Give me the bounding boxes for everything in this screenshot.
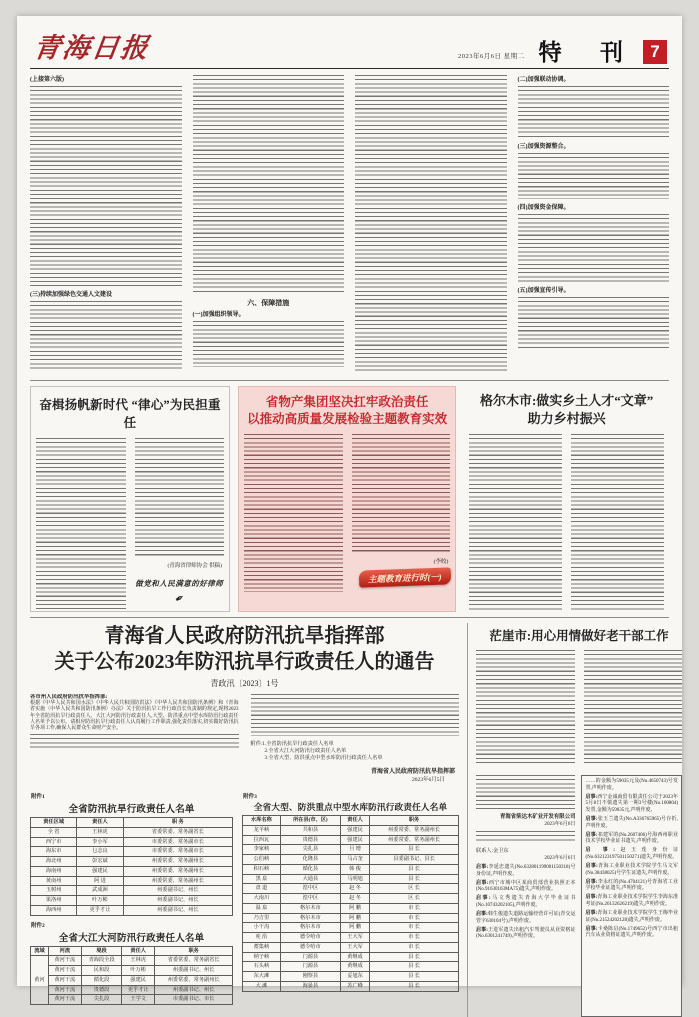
table-cell: 门源县 [280, 952, 340, 962]
reservoirs-table [242, 815, 459, 992]
table-title: 全省大型、防洪重点中型水库防汛行政责任人名单 [253, 802, 448, 812]
page-number-badge: 7 [643, 40, 667, 64]
edition-title: 特 刊 [538, 39, 639, 65]
table-row [31, 896, 233, 906]
column-header: 职 务 [123, 818, 233, 828]
classified-notice: 启事:李延忠遗失(No.632801199001150318)号身份证,声明作废。 [476, 865, 576, 877]
table-cell: 王学文 [122, 995, 155, 1005]
table-cell: 阿 鹏 [341, 913, 370, 923]
classified-notice: 启事:李永红的(No.4704121)号青海省工业学校毕业证遗失,声明作废。 [585, 879, 678, 892]
table-cell: 德令哈市 [280, 933, 340, 943]
tables-right-stack [242, 790, 459, 1005]
table-cell: 强建民 [341, 835, 370, 845]
table-cell: 赵 冬 [341, 894, 370, 904]
table-cell: 州委副书记、州长 [155, 966, 233, 976]
table-cell: 黄河干流 [48, 956, 81, 966]
table-row [243, 923, 459, 933]
table-cell: 王林虎 [122, 956, 155, 966]
notice-lead: 启事: [585, 911, 598, 917]
table-row [243, 825, 459, 835]
table-cell: 哇 沿 [243, 933, 281, 943]
page-header [30, 24, 669, 66]
column-header: 堤段 [81, 946, 121, 956]
table-cell: 海南州 [31, 866, 77, 876]
document-number: 青政汛〔2023〕1号 [210, 679, 279, 688]
article-column [476, 650, 575, 771]
section-heading: (三)持续加强绿色交通人文建设 [30, 292, 112, 298]
table-cell: 赵 冬 [341, 884, 370, 894]
attachment-tables [30, 790, 459, 1005]
notice-lead: 启事: [476, 896, 491, 902]
table-cell: 市委常委、常务副市长 [123, 837, 233, 847]
table-cell: 州委副书记、州长 [123, 886, 233, 896]
table-row [243, 855, 459, 865]
greeked-text [476, 775, 575, 809]
section-divider [30, 380, 669, 381]
table-row [243, 962, 459, 972]
table-cell: 县 长 [370, 972, 459, 982]
table-cell: 叶万彬 [122, 966, 155, 976]
table-cell: 叶万彬 [77, 896, 123, 906]
classified-notice: 启 事:赵玉莲身份证(No.632123197501150271)遗失,声明作废。 [585, 848, 678, 860]
table-row [31, 827, 233, 837]
table-cell: 州委常委、常务副州长 [123, 857, 233, 867]
table-cell: 县 长 [370, 845, 459, 855]
article-column [135, 438, 225, 612]
table-cell: 拉西瓦 [243, 835, 281, 845]
article-title: 奋楫扬帆新时代 “律心”为民担重任 [39, 398, 221, 430]
contact-date: 2023年6月6日 [544, 855, 576, 861]
rivers-table [30, 946, 233, 1006]
table-cell: 州委常委、常务副州长 [370, 835, 459, 845]
classified-notice: 启事:卡桑陈启(No.1749652)号西宁市出租汽车从业资格证遗失,声明作废。 [585, 926, 678, 939]
title-line-1: 省物产集团坚决扛牢政治责任 [265, 395, 429, 409]
table-cell: 县 长 [370, 874, 459, 884]
table-cell: 共和县 [280, 825, 340, 835]
greeked-text [518, 297, 670, 349]
greeked-text [571, 434, 664, 612]
article-golmud [464, 386, 669, 612]
section-title: 六、保障措施 [247, 299, 290, 307]
table-cell: 海北州 [31, 857, 77, 867]
contact-line: 联系人:金卫东 [476, 848, 509, 854]
table-row [31, 956, 233, 966]
table-cell: 德令哈市 [280, 942, 340, 952]
notice-lead: 启事: [585, 864, 598, 870]
table-cell: 武成洲 [77, 886, 123, 896]
classified-notice: 启事:张玉兰遗失(No.A336765965)号存折,声明作废。 [585, 816, 678, 829]
table-row [31, 966, 233, 976]
continuation-note: (上接第六版) [30, 77, 64, 83]
greeked-text [30, 301, 182, 369]
table-cell: 强建民 [122, 975, 155, 985]
table-cell: 黑 泉 [243, 874, 281, 884]
table-cell: 马明旭 [341, 874, 370, 884]
section-heading: (三)加强资源整合。 [517, 144, 570, 150]
table-cell: 马占奎 [341, 855, 370, 865]
attachment-line: 2.全省大江大河防汛行政责任人名单 [264, 748, 347, 755]
greeked-text [30, 86, 182, 286]
classified-notice: 启事:韩生俊遗失道路运输经营许可证(青交运管字630104号),声明作废。 [476, 912, 576, 924]
table-cell: 格尔木市 [280, 923, 340, 933]
company-date: 2023年6月6日 [544, 821, 576, 827]
greeked-text [469, 434, 562, 612]
table-cell: 市委副书记、市长 [155, 995, 233, 1005]
byline: (李皎) [433, 558, 449, 565]
table-cell: 韩 俊 [341, 864, 370, 874]
calligraphy-slogan [135, 573, 225, 605]
issuing-authority: 青海省人民政府防汛抗旱指挥部 [370, 768, 455, 775]
responsible-persons-table [30, 817, 233, 916]
table-cell: 黄南州 [31, 876, 77, 886]
table-cell: 强建民 [77, 866, 123, 876]
notice-lead: 启事: [476, 880, 489, 886]
table-row [243, 874, 459, 884]
article-title [244, 394, 450, 428]
table-cell: 县 长 [370, 981, 459, 991]
notice-column-1 [30, 694, 239, 786]
table-cell: 大通县 [280, 874, 340, 884]
greeked-text [476, 650, 575, 766]
column-header: 责任区域 [31, 818, 77, 828]
greeked-text [352, 434, 451, 552]
greeked-text [476, 831, 575, 843]
classifieds-left-column [476, 775, 575, 1017]
top-continuation-section [30, 75, 669, 375]
table-cell: 强建民 [341, 825, 370, 835]
table-cell: 县委副书记、县长 [370, 855, 459, 865]
table-title: 全省防汛抗旱行政责任人名单 [68, 805, 195, 815]
table-row [243, 884, 459, 894]
top-column-1 [30, 75, 182, 375]
table-cell: 王大军 [341, 933, 370, 943]
classified-notice: 启事:王进军遗失出租汽车驾驶员从业资格证(No.6301241749),声明作废。 [476, 927, 576, 940]
table-cell: 市委常委、常务副市长 [123, 847, 233, 857]
table-row [243, 835, 459, 845]
table-cell: 大 滩 [243, 981, 281, 991]
attachment-label: 附件3 [243, 794, 257, 800]
table-cell: 市 长 [370, 933, 459, 943]
table-cell: 苏广峰 [341, 981, 370, 991]
table-row [243, 894, 459, 904]
table-cell: 海晏县 [280, 981, 340, 991]
table-cell: 市 长 [370, 923, 459, 933]
table-cell: 市 长 [370, 903, 459, 913]
classified-notice: 启事:青海工业职业技术学院学生马文军(No.38438025)号学生证遗失,声明作废。 [585, 864, 678, 876]
table-cell: 循化段 [81, 975, 121, 985]
table-cell: 州委副书记、州长 [155, 985, 233, 995]
greeked-text [251, 694, 460, 736]
greeked-text [36, 438, 126, 610]
table-cell: 省委常委、常务副省长 [155, 956, 233, 966]
dateline: 2023年6月6日 星期二 [457, 53, 525, 60]
notice-lead: 启事: [585, 926, 598, 932]
table-cell: 门源县 [280, 962, 340, 972]
issue-date: 2023年6月5日 [411, 776, 445, 783]
column-header: 职务 [155, 946, 233, 956]
table-row [243, 845, 459, 855]
table-row [243, 933, 459, 943]
table-cell: 州委副书记、州长 [123, 896, 233, 906]
section-heading: (五)加强宣传引导。 [517, 288, 570, 294]
table-row [31, 905, 233, 915]
table-row [243, 864, 459, 874]
title-line-1: 格尔木市:做实乡土人才“文章” [479, 393, 654, 408]
section-heading: (二)加强联动协调。 [517, 77, 570, 83]
table-cell: 县 长 [370, 864, 459, 874]
attachment-line: 附件:1.全省防汛抗旱行政责任人名单 [250, 741, 334, 747]
attachment-label: 附件2 [31, 922, 45, 929]
table-cell: 州委常委、常务副州长 [123, 866, 233, 876]
table-cell: 黄继成 [341, 962, 370, 972]
classifieds-box [581, 775, 682, 1017]
table-cell: 全 省 [31, 827, 77, 837]
table-row [31, 847, 233, 857]
table-row [31, 975, 233, 985]
table-cell: 湟中区 [280, 884, 340, 894]
table-cell: 妥旭东 [341, 972, 370, 982]
notice-lead: 启事: [476, 912, 488, 918]
table-cell: 西宁市 [31, 837, 77, 847]
classified-notice: 启事:青海工业职业技术学院学生王梅毕业证(No.21524202128)遗失,声明作废。 [585, 911, 678, 923]
notice-lead: 启事: [585, 794, 598, 800]
table-cell: 石头峡 [243, 962, 281, 972]
middle-articles-row [30, 386, 669, 612]
newspaper-page [17, 16, 682, 1003]
table-cell: 市 长 [370, 942, 459, 952]
table-cell: 尖扎县 [280, 845, 340, 855]
article-title [469, 392, 664, 428]
column-header: 所在县(市、区) [280, 816, 340, 826]
table-cell: 黄河干流 [48, 966, 81, 976]
table-cell: 贵德县 [280, 835, 340, 845]
table-cell: 阿 鹏 [341, 903, 370, 913]
fountain-pen-icon: ✒ [172, 591, 187, 607]
notice-intro: 根据《中华人民共和国水法》《中华人民共和国防洪法》《中华人民共和国防汛条例》和《青海省实施〈中华人民共和国防汛条例〉办法》关于防汛抗旱工作行政首长负责制的规定,现将2023年全省防汛抗旱行政责任人、大江大河防汛行政责任人,大型、防洪重点中型水库防汛行政责任人名单予以公布。请相应防汛抗旱行政责任人认真履行工作职责,强化责任落实,切实做好防汛抗旱各项工作,确保人民群众生命财产安全。 [30, 701, 239, 732]
table-cell: 李小军 [77, 837, 123, 847]
table-cell: 彭宏斌 [77, 857, 123, 867]
table-cell: 青海段全段 [81, 956, 121, 966]
table-cell: 阿 鹏 [341, 923, 370, 933]
table-cell: 县 长 [370, 952, 459, 962]
table-cell: 循化县 [280, 864, 340, 874]
table-title: 全省大江大河防汛行政责任人名单 [58, 933, 205, 944]
notice-body [30, 694, 459, 786]
table-cell: 更乎才让 [122, 985, 155, 995]
bottom-section [30, 623, 678, 1017]
table-cell: 李家峡 [243, 845, 281, 855]
notice-lead: 启事: [476, 927, 488, 933]
table-cell: 州委常委、常务副州长 [155, 975, 233, 985]
table-cell: 东大滩 [243, 972, 281, 982]
classified-notice: 启事:西宁市城中区某商贸部营业执照正本(No.91630103MA75)遗失,声明作废。 [476, 880, 576, 893]
top-column-3 [355, 75, 507, 375]
article-column [571, 434, 664, 612]
theme-education-ribbon: 主题教育进行时(一) [358, 568, 450, 588]
notice-title [30, 623, 459, 675]
classified-notice: 启事:西宁金诚商贸有限责任公司于2023年5月8日不慎遗失第一期3号楼(No.160804)发票,金额为59035元,声明作废。 [585, 794, 678, 813]
notice-lead: 启事: [476, 865, 489, 870]
masthead-logo: 青海日报 [31, 33, 152, 63]
table-row [243, 942, 459, 952]
table-row [243, 972, 459, 982]
table-row [243, 913, 459, 923]
table-cell: 蓄集峡 [243, 942, 281, 952]
table-cell: 化隆县 [280, 855, 340, 865]
classified-notice: 启事:祁建军的(No.2607406)号海西州职业技术学校毕业证书遗失,声明作废。 [585, 832, 678, 845]
article-column [244, 434, 343, 597]
notice-lead: 启事: [585, 895, 598, 901]
table-cell: 阿 进 [77, 876, 123, 886]
table-row [31, 857, 233, 867]
top-column-4 [518, 75, 670, 375]
table-cell: 格尔木市 [280, 903, 340, 913]
classifieds-section [476, 775, 682, 1017]
table-cell: 纳子峡 [243, 952, 281, 962]
slogan-text: 做党和人民满意的好律师 [135, 579, 224, 588]
table-cell: 温 泉 [243, 903, 281, 913]
table-cell: 海西州 [31, 905, 77, 915]
article-column [352, 434, 451, 597]
table-cell: 黄河干流 [48, 975, 81, 985]
bottom-right-column [467, 623, 682, 1017]
table-cell: 乜志良 [77, 847, 123, 857]
table-cell: 积石峡 [243, 864, 281, 874]
section-divider [30, 617, 669, 618]
table-cell: 黄河干流 [48, 985, 81, 995]
header-rule [30, 68, 669, 69]
notice-title-line-1: 青海省人民政府防汛抗旱指挥部 [104, 625, 385, 647]
table-cell: 大南川 [243, 894, 281, 904]
title-line-2: 以推动高质量发展检验主题教育实效 [247, 411, 448, 426]
table-cell: 盘 道 [243, 884, 281, 894]
notice-lead: 启事: [585, 832, 598, 838]
table-cell: 海东市 [31, 847, 77, 857]
top-column-2 [193, 75, 345, 375]
table-row [31, 886, 233, 896]
column-header: 流域 [31, 946, 49, 956]
classified-notice: 启事:马文秀遗失青海大学毕业证书(No.10743202105),声明作废。 [476, 896, 576, 908]
notice-lead: 启事: [585, 816, 598, 822]
column-header: 职务 [370, 816, 459, 826]
article-lawyers [30, 386, 230, 612]
table-cell: 小干沟 [243, 923, 281, 933]
salutation: 各市州人民政府防汛抗旱指挥部: [30, 694, 108, 700]
table-cell: 龙羊峡 [243, 825, 281, 835]
byline: (青海省律师协会 供稿) [167, 563, 222, 569]
article-theme-education [238, 386, 456, 612]
table-row [31, 866, 233, 876]
column-header: 责任人 [122, 946, 155, 956]
classified-notice: 启事:青海工业职业技术学院学生李海东准考证(No.26132626219)遗失,声明作废。 [585, 895, 678, 907]
flood-notice [30, 623, 467, 1017]
table-cell: 县 长 [370, 962, 459, 972]
column-header: 责任人 [341, 816, 370, 826]
section-heading: (一)加强组织领导。 [192, 312, 245, 318]
attachment-label: 附件1 [31, 794, 45, 800]
table-cell: 公伯峡 [243, 855, 281, 865]
notice-column-2 [251, 694, 460, 786]
table-cell: 市 长 [370, 913, 459, 923]
table-cell: 区 长 [370, 894, 459, 904]
table-cell: 区 长 [370, 884, 459, 894]
greeked-text [584, 650, 683, 766]
table-cell: 省委常委、常务副省长 [123, 827, 233, 837]
table-row [243, 952, 459, 962]
table-cell: 民和段 [81, 966, 121, 976]
column-header: 责任人 [77, 818, 123, 828]
tables-left-stack [30, 790, 233, 1005]
greeked-text [193, 75, 345, 293]
table-cell: 果洛州 [31, 896, 77, 906]
notice-title-line-2: 关于公布2023年防汛抗旱行政责任人的通告 [54, 651, 435, 673]
title-line-2: 助力乡村振兴 [527, 411, 606, 427]
greeked-text [518, 153, 670, 199]
table-cell: 更乎才让 [77, 905, 123, 915]
table-row [243, 903, 459, 913]
table-cell: 尖扎段 [81, 995, 121, 1005]
article-column [469, 434, 562, 612]
greeked-text [193, 321, 345, 367]
greeked-text [30, 734, 239, 750]
greeked-text [518, 86, 670, 138]
table-cell: 黄继成 [341, 952, 370, 962]
notice-lead: 启事: [585, 879, 598, 885]
classified-notice: ……的金额为59035元及(No.4650743)号发票,声明作废。 [585, 779, 678, 791]
table-cell: 刚察县 [280, 972, 340, 982]
table-cell: 旦 增 [341, 845, 370, 855]
table-row [31, 985, 233, 995]
greeked-text [355, 75, 507, 371]
table-cell: 格尔木市 [280, 913, 340, 923]
table-row [243, 981, 459, 991]
greeked-text [135, 438, 225, 556]
section-heading: (四)加强资金保障。 [517, 205, 570, 211]
column-header: 河流 [48, 946, 81, 956]
table-cell: 湟中区 [280, 894, 340, 904]
table-cell: 贵德段 [81, 985, 121, 995]
basin-cell: 黄河 [31, 956, 49, 1005]
table-cell: 州委常委、常务副州长 [123, 876, 233, 886]
table-row [31, 837, 233, 847]
column-header: 水库名称 [243, 816, 281, 826]
table-cell: 州委常委、常务副州长 [370, 825, 459, 835]
article-column [36, 438, 126, 612]
article-column [584, 650, 683, 771]
table-cell: 王大军 [341, 942, 370, 952]
attachment-line: 3.全省大型、防洪重点中型水库防汛行政责任人名单 [264, 755, 383, 762]
table-row [31, 876, 233, 886]
table-cell: 王林虎 [77, 827, 123, 837]
table-cell: 州委副书记、州长 [123, 905, 233, 915]
table-cell: 玉树州 [31, 886, 77, 896]
greeked-text [518, 214, 670, 282]
notice-lead: 启 事: [585, 848, 615, 854]
greeked-text [244, 434, 343, 592]
article-title: 茫崖市:用心用情做好老干部工作 [489, 629, 669, 643]
table-cell: 乃吉里 [243, 913, 281, 923]
company-signature: 青海省柴达木矿业开发有限公司 [500, 814, 576, 820]
table-cell: 黄河干流 [48, 995, 81, 1005]
